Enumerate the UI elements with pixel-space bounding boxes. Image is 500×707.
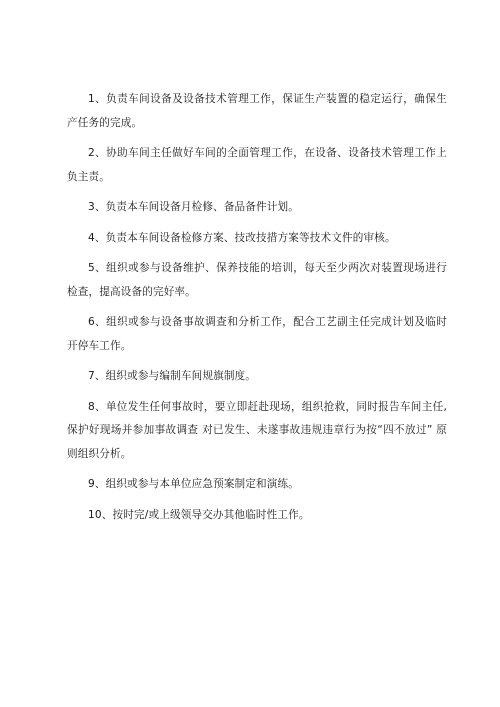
duty-item-8: 8、单位发生任何事故时，要立即赶赴现场，组织抢救，同时报告车间主任,保护好现场并参加事故调查 对已发生、未遂事故违规违章行为按“四不放过” 原则组织分析。 bbox=[67, 400, 447, 460]
duty-item-3: 3、负责本车间设备月检修、备品备件计划。 bbox=[88, 201, 300, 213]
duty-list bbox=[67, 88, 447, 534]
duty-item-6: 6、组织或参与设备事故调查和分析工作，配合工艺副主任完成计划及临时开停车工作。 bbox=[67, 316, 447, 352]
duty-item-1: 1、负责车间设备及设备技术管理工作，保证生产装置的稳定运行，确保生产任务的完成。 bbox=[67, 93, 447, 129]
duty-item-2: 2、协助车间主任做好车间的全面管理工作，在设备、设备技术管理工作上负主责。 bbox=[67, 147, 447, 183]
duty-item-7: 7、组织或参与编制车间规旗制度。 bbox=[88, 370, 257, 382]
duty-item-4: 4、负责本车间设备检修方案、技改技措方案等技术文件的审核。 bbox=[88, 231, 396, 244]
duty-item-5: 5、组织或参与设备维护、保养技能的培训，每天至少两次对装置现场进行检查，提高设备的完好率。 bbox=[67, 262, 447, 298]
duty-item-10: 10、按时完/或上级领导交办其他临时性工作。 bbox=[88, 508, 310, 521]
duty-item-9: 9、组织或参与本单位应急预案制定和演练。 bbox=[88, 478, 300, 490]
